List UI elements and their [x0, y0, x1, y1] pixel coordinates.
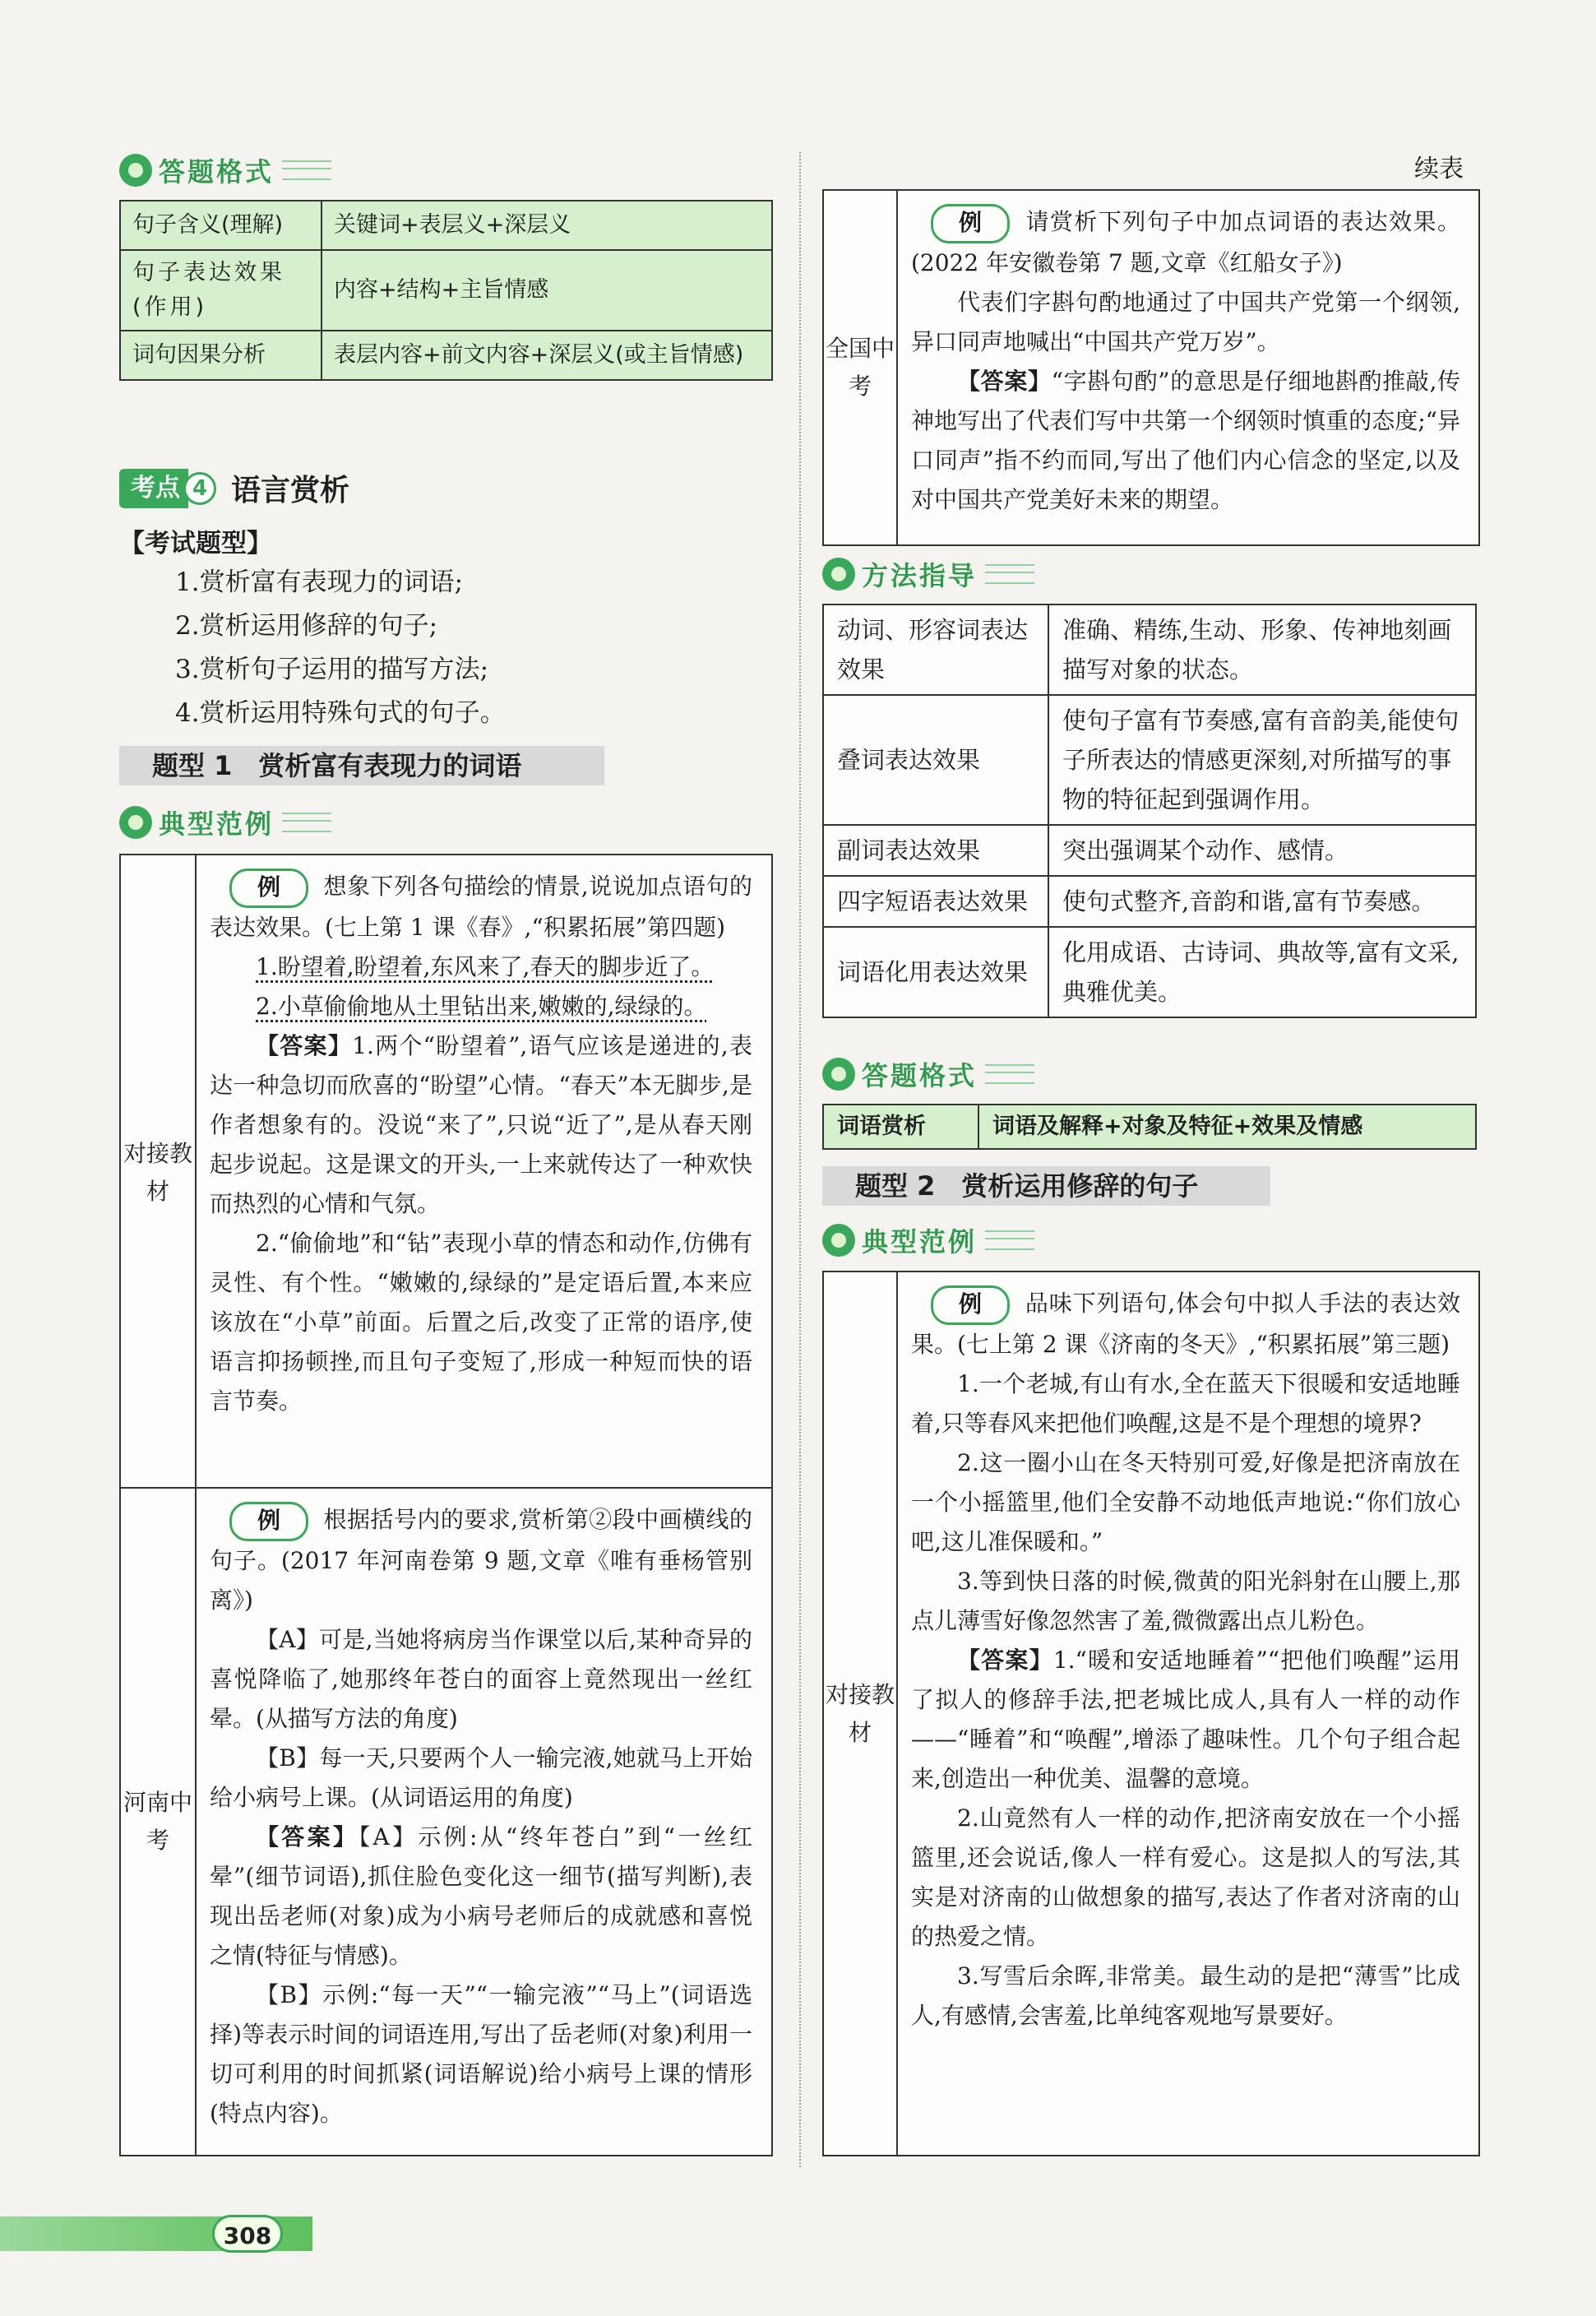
method-value: 使句子富有节奏感,富有音韵美,能使句子所表达的情感更深刻,对所描写的事物的特征起到强调作用。 — [1048, 695, 1476, 825]
example-sentence: 2.这一圈小山在冬天特别可爱,好像是把济南放在一个小摇篮里,他们全安静不动地低声地说:“你们放心吧,这儿准保暖和。” — [911, 1448, 1460, 1555]
section-lines-icon — [985, 1064, 1034, 1084]
answer-text: 【B】示例:“每一天”“一输完液”“马上”(词语选择)等表示时间的词语连用,写出了岳老师(对象)利用一切可利用的时间抓紧(词语解说)给小病号上课的情形(特点内容)。 — [210, 1980, 752, 2127]
example-tag: 例 — [931, 204, 1010, 243]
answer-tag: 【答案】 — [256, 1031, 353, 1059]
answer-tag: 【答案】 — [256, 1823, 359, 1850]
example-sentence: 2.小草偷偷地从土里钻出来,嫩嫩的,绿绿的。 — [256, 992, 707, 1020]
format-label: 句子表达效果(作用) — [120, 250, 322, 331]
method-value: 突出强调某个动作、感情。 — [1048, 825, 1476, 876]
section-lines-icon — [282, 813, 331, 832]
continued-label: 续表 — [1414, 155, 1464, 183]
answer-text: 2.山竟然有人一样的动作,把济南安放在一个小摇篮里,还会说话,像人一样有爱心。这是拟人的写法,其实是对济南的山做想象的描写,表达了作者对济南的山的热爱之情。 — [911, 1804, 1460, 1950]
format-value: 表层内容+前文内容+深层义(或主旨情感) — [322, 331, 772, 380]
answer-format-heading-2: 答题格式 — [822, 1056, 1034, 1092]
list-item: 3.赏析句子运用的描写方法; — [175, 655, 489, 684]
kaodian-heading: 考点 4 语言赏析 — [119, 467, 349, 509]
answer-tag: 【答案】 — [957, 1646, 1053, 1674]
list-item: 4.赏析运用特殊句式的句子。 — [175, 698, 506, 728]
question-text: 品味下列语句,体会句中拟人手法的表达效果。(七上第 2 课《济南的冬天》,“积累拓展”第三题) — [911, 1290, 1460, 1358]
box-content — [210, 867, 752, 1421]
box-label: 对接教材 — [824, 1272, 898, 2155]
format-value: 内容+结构+主旨情感 — [322, 250, 772, 331]
method-value: 使句式整齐,音韵和谐,富有节奏感。 — [1048, 876, 1476, 927]
example-tag: 例 — [229, 868, 308, 908]
section-bullet-icon — [822, 1224, 855, 1257]
method-label: 叠词表达效果 — [823, 695, 1048, 825]
section-bullet-icon — [119, 806, 152, 839]
example-tag: 例 — [931, 1285, 1010, 1325]
format-label: 词句因果分析 — [120, 331, 322, 380]
answer-text: “字斟句酌”的意思是仔细地斟酌推敲,传神地写出了代表们写中共第一个纲领时慎重的态度;“异口同声”指不约而同,写出了他们内心信念的坚定,以及对中国共产党美好未来的期望。 — [911, 367, 1460, 513]
page-number: 308 — [212, 2215, 283, 2253]
table-row — [823, 825, 1476, 876]
answer-text: 【A】示例:从“终年苍白”到“一丝红晕”(细节词语),抓住脸色变化这一细节(描写判断),表现出岳老师(对象)成为小病号老师后的成就感和喜悦之情(特征与情感)。 — [210, 1823, 752, 1969]
column-divider — [799, 152, 801, 2167]
method-label: 四字短语表达效果 — [823, 876, 1048, 927]
table-row — [120, 250, 772, 331]
answer-tag: 【答案】 — [957, 367, 1052, 395]
format-label: 词语赏析 — [823, 1105, 978, 1149]
typical-heading-2: 典型范例 — [822, 1222, 1034, 1258]
format-value: 词语及解释+对象及特征+效果及情感 — [978, 1105, 1476, 1149]
example-sentence: 1.一个老城,有山有水,全在蓝天下很暖和安适地睡着,只等春风来把他们唤醒,这是不是个理想的境界? — [911, 1369, 1460, 1437]
question-text: 想象下列各句描绘的情景,说说加点语句的表达效果。(七上第 1 课《春》,“积累拓展”第四题) — [210, 873, 752, 941]
example-sentence: 代表们字斟句酌地通过了中国共产党第一个纲领,异口同声地喊出“中国共产党万岁”。 — [911, 288, 1460, 355]
section-lines-icon — [985, 564, 1034, 584]
table-row — [823, 927, 1476, 1017]
example-tag: 例 — [229, 1502, 308, 1541]
example-box-henan — [119, 1487, 773, 2156]
table-row — [823, 695, 1476, 825]
question-text: 根据括号内的要求,赏析第②段中画横线的句子。(2017 年河南卷第 9 题,文章《唯有垂杨管别离》) — [210, 1506, 752, 1614]
method-heading: 方法指导 — [822, 556, 1034, 592]
box-content — [911, 1284, 1460, 2036]
section-lines-icon — [282, 160, 331, 180]
example-sentence: 【B】每一天,只要两个人一输完液,她就马上开始给小病号上课。(从词语运用的角度) — [210, 1744, 752, 1811]
box-label: 河南中考 — [121, 1489, 197, 2155]
format-label: 句子含义(理解) — [120, 201, 322, 250]
tixing-1-heading: 题型 1 赏析富有表现力的词语 — [119, 746, 604, 785]
method-label: 副词表达效果 — [823, 825, 1048, 876]
format-table — [119, 200, 773, 381]
table-row — [823, 604, 1476, 695]
answer-format-heading: 答题格式 — [119, 152, 331, 188]
example-sentence: 【A】可是,当她将病房当作课堂以后,某种奇异的喜悦降临了,她那终年苍白的面容上竟然现出一丝红晕。(从描写方法的角度) — [210, 1625, 752, 1732]
exam-type-list — [175, 561, 506, 735]
example-box-textbook — [119, 854, 773, 1492]
table-row — [823, 1105, 1476, 1149]
method-table — [822, 604, 1477, 1018]
example-sentence: 3.等到快日落的时候,微黄的阳光斜射在山腰上,那点儿薄雪好像忽然害了羞,微微露出点儿粉色。 — [911, 1567, 1460, 1634]
section-lines-icon — [985, 1230, 1034, 1250]
method-value: 化用成语、古诗词、典故等,富有文采,典雅优美。 — [1048, 927, 1476, 1017]
word-appreciation-format — [822, 1104, 1477, 1150]
table-row — [823, 876, 1476, 927]
example-sentence: 1.盼望着,盼望着,东风来了,春天的脚步近了。 — [256, 952, 715, 980]
format-value: 关键词+表层义+深层义 — [322, 201, 772, 250]
exam-type-heading: 【考试题型】 — [119, 529, 272, 558]
answer-text: 3.写雪后余晖,非常美。最生动的是把“薄雪”比成人,有感情,会害羞,比单纯客观地写景要好。 — [911, 1962, 1460, 2029]
answer-text: 1.两个“盼望着”,语气应该是递进的,表达一种急切而欣喜的“盼望”心情。“春天”本无脚步,是作者想象有的。没说“来了”,只说“近了”,是从春天刚起步说起。这是课文的开头,一上来就传达了一种欢快而热烈的心情和气氛。 — [210, 1031, 752, 1217]
question-text: 请赏析下列句子中加点词语的表达效果。(2022 年安徽卷第 7 题,文章《红船女子》) — [911, 208, 1460, 276]
list-item: 2.赏析运用修辞的句子; — [175, 611, 438, 641]
example-box-national — [822, 189, 1480, 546]
method-label: 词语化用表达效果 — [823, 927, 1048, 1017]
method-value: 准确、精练,生动、形象、传神地刻画描写对象的状态。 — [1048, 604, 1476, 695]
example-box-textbook-2 — [822, 1271, 1480, 2156]
section-bullet-icon — [822, 1058, 855, 1091]
tixing-2-heading: 题型 2 赏析运用修辞的句子 — [822, 1166, 1270, 1206]
list-item: 1.赏析富有表现力的词语; — [175, 567, 464, 597]
answer-text: 1.“暖和安适地睡着”“把他们唤醒”运用了拟人的修辞手法,把老城比成人,具有人一样的动作——“睡着”和“唤醒”,增添了趣味性。几个句子组合起来,创造出一种优美、温馨的意境。 — [911, 1646, 1460, 1792]
typical-heading: 典型范例 — [119, 804, 331, 841]
box-label: 全国中考 — [824, 191, 898, 544]
section-bullet-icon — [119, 154, 152, 187]
table-row — [120, 331, 772, 380]
box-content — [911, 202, 1460, 520]
box-label: 对接教材 — [121, 855, 197, 1490]
table-row — [120, 201, 772, 250]
method-label: 动词、形容词表达效果 — [823, 604, 1048, 695]
box-content — [210, 1500, 752, 2133]
section-bullet-icon — [822, 558, 855, 591]
answer-text: 2.“偷偷地”和“钻”表现小草的情态和动作,仿佛有灵性、有个性。“嫩嫩的,绿绿的”是定语后置,本来应该放在“小草”前面。后置之后,改变了正常的语序,使语言抑扬顿挫,而且句子变短了,形成一种短而快的语言节奏。 — [210, 1229, 752, 1415]
